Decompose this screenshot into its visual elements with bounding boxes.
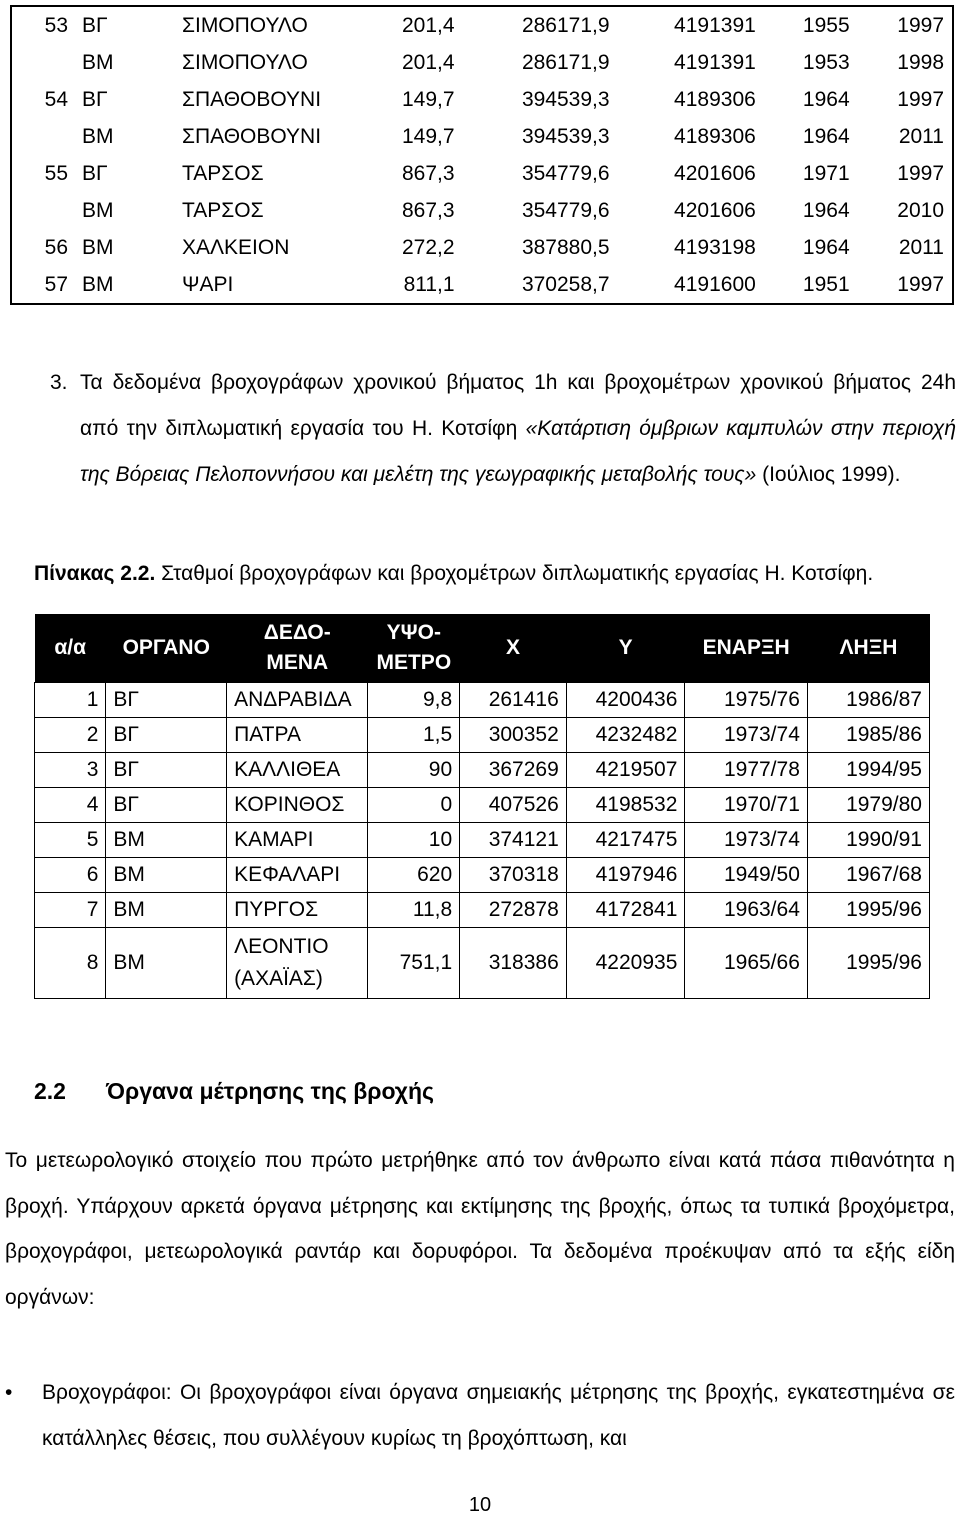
section-heading: [34, 1078, 434, 1105]
cell-aa: [11, 118, 74, 155]
cell-end: 1997: [897, 13, 944, 37]
cell-aa: 2: [35, 718, 106, 753]
table-caption: [34, 562, 873, 586]
cell-organ: ΒΜ: [106, 928, 227, 999]
cell-name: ΚΑΛΛΙΘΕΑ: [227, 753, 368, 788]
table-caption-label: Πίνακας 2.2.: [34, 562, 156, 585]
cell-name: ΨΑΡΙ: [182, 272, 234, 296]
cell-aa: 53: [44, 13, 68, 37]
table-row: [11, 81, 953, 118]
cell-x: 286171,9: [521, 13, 610, 37]
header-data-line1: ΔΕΔΟ-: [263, 621, 331, 644]
cell-name: ΠΑΤΡΑ: [227, 718, 368, 753]
section-title: Όργανα μέτρησης της βροχής: [106, 1078, 434, 1104]
cell-start: 1964: [802, 124, 850, 148]
cell-altitude: 9,8: [368, 683, 460, 718]
cell-x: 407526: [460, 788, 567, 823]
cell-y: 4193198: [674, 235, 756, 259]
bullet-item: [5, 1370, 955, 1461]
cell-y: 4197946: [566, 858, 685, 893]
table-row: [11, 118, 953, 155]
cell-organ: ΒΓ: [82, 87, 108, 111]
cell-name: ΣΠΑΘΟΒΟΥΝΙ: [182, 87, 322, 111]
cell-end: 1986/87: [807, 683, 929, 718]
cell-organ: ΒΜ: [82, 272, 114, 296]
header-start: ΕΝΑΡΞΗ: [685, 614, 808, 683]
cell-start: 1949/50: [685, 858, 808, 893]
stations-table-body: [11, 6, 953, 304]
cell-x: 272878: [460, 893, 567, 928]
header-altitude: [368, 614, 460, 683]
cell-start: 1951: [802, 272, 850, 296]
cell-aa: 54: [44, 87, 68, 111]
cell-end: 1995/96: [807, 928, 929, 999]
cell-end: 1985/86: [807, 718, 929, 753]
cell-end: 1967/68: [807, 858, 929, 893]
section-number: 2.2: [34, 1078, 66, 1104]
cell-name: ΤΑΡΣΟΣ: [182, 198, 264, 222]
cell-x: 394539,3: [521, 124, 610, 148]
paragraph-text: Τα δεδομένα βροχογράφων χρονικού βήματος 1h και βροχομέτρων χρονικού βήματος 24h από την διπλωματική εργασία του Η. Κοτσίφη: [80, 371, 956, 440]
cell-aa: [11, 192, 74, 229]
cell-start: 1965/66: [685, 928, 808, 999]
table-row: [11, 229, 953, 266]
header-data: [227, 614, 368, 683]
cell-x: 370258,7: [521, 272, 610, 296]
cell-organ: ΒΜ: [82, 50, 114, 74]
cell-end: 1998: [897, 50, 944, 74]
table-row: [35, 823, 930, 858]
cell-end: 2011: [898, 235, 944, 259]
header-data-line2: ΜΕΝΑ: [266, 651, 329, 674]
cell-aa: 1: [35, 683, 106, 718]
stations-table-2-body: [35, 683, 930, 928]
cell-altitude: 149,7: [402, 87, 455, 111]
cell-y: 4189306: [674, 124, 756, 148]
table-row: [11, 155, 953, 192]
cell-start: 1953: [802, 50, 850, 74]
cell-x: 261416: [460, 683, 567, 718]
cell-x: 318386: [460, 928, 567, 999]
cell-name: ΣΙΜΟΠΟΥΛΟ: [182, 13, 308, 37]
cell-aa: 57: [44, 272, 68, 296]
table-caption-text: Σταθμοί βροχογράφων και βροχομέτρων διπλωματικής εργασίας Η. Κοτσίφη.: [155, 562, 874, 585]
cell-name: [227, 928, 368, 999]
cell-name: ΚΑΜΑΡΙ: [227, 823, 368, 858]
cell-start: 1964: [802, 87, 850, 111]
header-aa: α/α: [35, 614, 106, 683]
cell-organ: ΒΜ: [106, 893, 227, 928]
cell-organ: ΒΜ: [82, 235, 114, 259]
cell-organ: ΒΜ: [106, 858, 227, 893]
cell-name: ΚΟΡΙΝΘΟΣ: [227, 788, 368, 823]
header-end: ΛΗΞΗ: [807, 614, 929, 683]
page-number: 10: [468, 1494, 492, 1516]
cell-organ: ΒΓ: [106, 788, 227, 823]
cell-altitude: 811,1: [403, 272, 455, 296]
cell-x: 387880,5: [521, 235, 610, 259]
cell-y: 4189306: [674, 87, 756, 111]
cell-y: 4232482: [566, 718, 685, 753]
cell-start: 1975/76: [685, 683, 808, 718]
cell-end: 1997: [897, 272, 944, 296]
cell-start: 1977/78: [685, 753, 808, 788]
cell-altitude: 751,1: [368, 928, 460, 999]
cell-altitude: 11,8: [368, 893, 460, 928]
cell-organ: ΒΜ: [82, 198, 114, 222]
table-row: [35, 788, 930, 823]
cell-altitude: 867,3: [402, 198, 455, 222]
cell-name-line2: (ΑΧΑΪΑΣ): [234, 967, 323, 990]
cell-y: 4220935: [566, 928, 685, 999]
table-row: [35, 893, 930, 928]
cell-altitude: 201,4: [402, 50, 455, 74]
cell-y: 4172841: [566, 893, 685, 928]
source-paragraph-3: [50, 360, 957, 498]
table-row: [11, 6, 953, 44]
cell-y: 4200436: [566, 683, 685, 718]
cell-name-line1: ΛΕΟΝΤΙΟ: [234, 935, 329, 958]
cell-organ: ΒΜ: [82, 124, 114, 148]
cell-x: 370318: [460, 858, 567, 893]
cell-end: 1979/80: [807, 788, 929, 823]
cell-name: ΣΠΑΘΟΒΟΥΝΙ: [182, 124, 322, 148]
cell-organ: ΒΓ: [82, 161, 108, 185]
header-altitude-line2: ΜΕΤΡΟ: [376, 651, 452, 674]
cell-aa: 5: [35, 823, 106, 858]
table-header-row: [35, 614, 930, 683]
cell-x: 354779,6: [521, 198, 610, 222]
cell-x: 374121: [460, 823, 567, 858]
cell-end: 2011: [898, 124, 944, 148]
cell-name: ΤΑΡΣΟΣ: [182, 161, 264, 185]
cell-aa: 56: [44, 235, 68, 259]
table-row: [35, 683, 930, 718]
bullet-symbol: •: [5, 1381, 13, 1404]
cell-aa: 7: [35, 893, 106, 928]
cell-altitude: 10: [368, 823, 460, 858]
cell-name: ΚΕΦΑΛΑΡΙ: [227, 858, 368, 893]
cell-x: 354779,6: [521, 161, 610, 185]
header-altitude-line1: ΥΨΟ-: [386, 621, 441, 644]
table-row: [11, 44, 953, 81]
cell-altitude: 201,4: [402, 13, 455, 37]
cell-y: 4191391: [674, 13, 756, 37]
cell-aa: 55: [44, 161, 68, 185]
stations-table-2-2: [34, 614, 930, 999]
table-row: [35, 858, 930, 893]
cell-aa: 8: [35, 928, 106, 999]
cell-altitude: 1,5: [368, 718, 460, 753]
cell-end: 1997: [897, 161, 944, 185]
cell-y: 4219507: [566, 753, 685, 788]
cell-altitude: 272,2: [402, 235, 455, 259]
table-row: [35, 718, 930, 753]
cell-organ: ΒΓ: [106, 683, 227, 718]
cell-end: 1990/91: [807, 823, 929, 858]
cell-x: 367269: [460, 753, 567, 788]
cell-altitude: 0: [368, 788, 460, 823]
cell-aa: 4: [35, 788, 106, 823]
cell-start: 1973/74: [685, 718, 808, 753]
cell-start: 1973/74: [685, 823, 808, 858]
cell-name: ΧΑΛΚΕΙΟΝ: [182, 235, 290, 259]
paragraph-number: 3.: [50, 371, 68, 394]
cell-x: 394539,3: [521, 87, 610, 111]
section-paragraph: Το μετεωρολογικό στοιχείο που πρώτο μετρήθηκε από τον άνθρωπο είναι κατά πάσα πιθανότητα η βροχή. Υπάρχουν αρκετά όργανα μέτρησης και εκτίμησης της βροχής, όπως τα τυπικά βροχόμετρα, βροχογράφοι, μετεωρολογικά ραντάρ και δορυφόροι. Τα δεδομένα προέκυψαν από τα εξής είδη οργάνων:: [5, 1149, 955, 1309]
cell-y: 4201606: [674, 198, 756, 222]
cell-organ: ΒΓ: [106, 718, 227, 753]
cell-aa: [11, 44, 74, 81]
cell-name: ΣΙΜΟΠΟΥΛΟ: [182, 50, 308, 74]
paragraph-date: (Ιούλιος 1999).: [756, 463, 901, 486]
header-organ: ΟΡΓΑΝΟ: [106, 614, 227, 683]
cell-end: 1997: [897, 87, 944, 111]
cell-organ: ΒΓ: [82, 13, 108, 37]
cell-organ: ΒΓ: [106, 753, 227, 788]
cell-x: 300352: [460, 718, 567, 753]
cell-name: ΑΝΔΡΑΒΙΔΑ: [227, 683, 368, 718]
cell-start: 1964: [802, 235, 850, 259]
table-row: [11, 192, 953, 229]
cell-y: 4198532: [566, 788, 685, 823]
bullet-text: Βροχογράφοι: Οι βροχογράφοι είναι όργανα σημειακής μέτρησης της βροχής, εγκατεστημένα σε κατάλληλες θέσεις, που συλλέγουν κυρίως τη βροχόπτωση, και: [42, 1381, 955, 1450]
thesis-title: «Κατάρτιση όμβριων καμπυλών στην περιοχή της Βόρειας Πελοποννήσου και μελέτη της γεωγραφικής μεταβολής τους»: [80, 417, 957, 486]
cell-altitude: 867,3: [402, 161, 455, 185]
table-row: [35, 753, 930, 788]
cell-name: ΠΥΡΓΟΣ: [227, 893, 368, 928]
cell-x: 286171,9: [521, 50, 610, 74]
cell-y: 4191600: [674, 272, 756, 296]
cell-y: 4217475: [566, 823, 685, 858]
cell-aa: 6: [35, 858, 106, 893]
cell-start: 1970/71: [685, 788, 808, 823]
table-row: [11, 266, 953, 304]
cell-start: 1955: [802, 13, 850, 37]
cell-end: 1995/96: [807, 893, 929, 928]
cell-y: 4201606: [674, 161, 756, 185]
header-y: Y: [566, 614, 685, 683]
cell-start: 1964: [802, 198, 850, 222]
cell-altitude: 149,7: [402, 124, 455, 148]
cell-start: 1963/64: [685, 893, 808, 928]
header-x: X: [460, 614, 567, 683]
cell-end: 2010: [897, 198, 944, 222]
stations-table-continuation: [10, 5, 954, 305]
cell-altitude: 90: [368, 753, 460, 788]
cell-y: 4191391: [674, 50, 756, 74]
cell-organ: ΒΜ: [106, 823, 227, 858]
cell-start: 1971: [802, 161, 850, 185]
cell-aa: 3: [35, 753, 106, 788]
cell-end: 1994/95: [807, 753, 929, 788]
cell-altitude: 620: [368, 858, 460, 893]
table-row: [35, 928, 930, 999]
